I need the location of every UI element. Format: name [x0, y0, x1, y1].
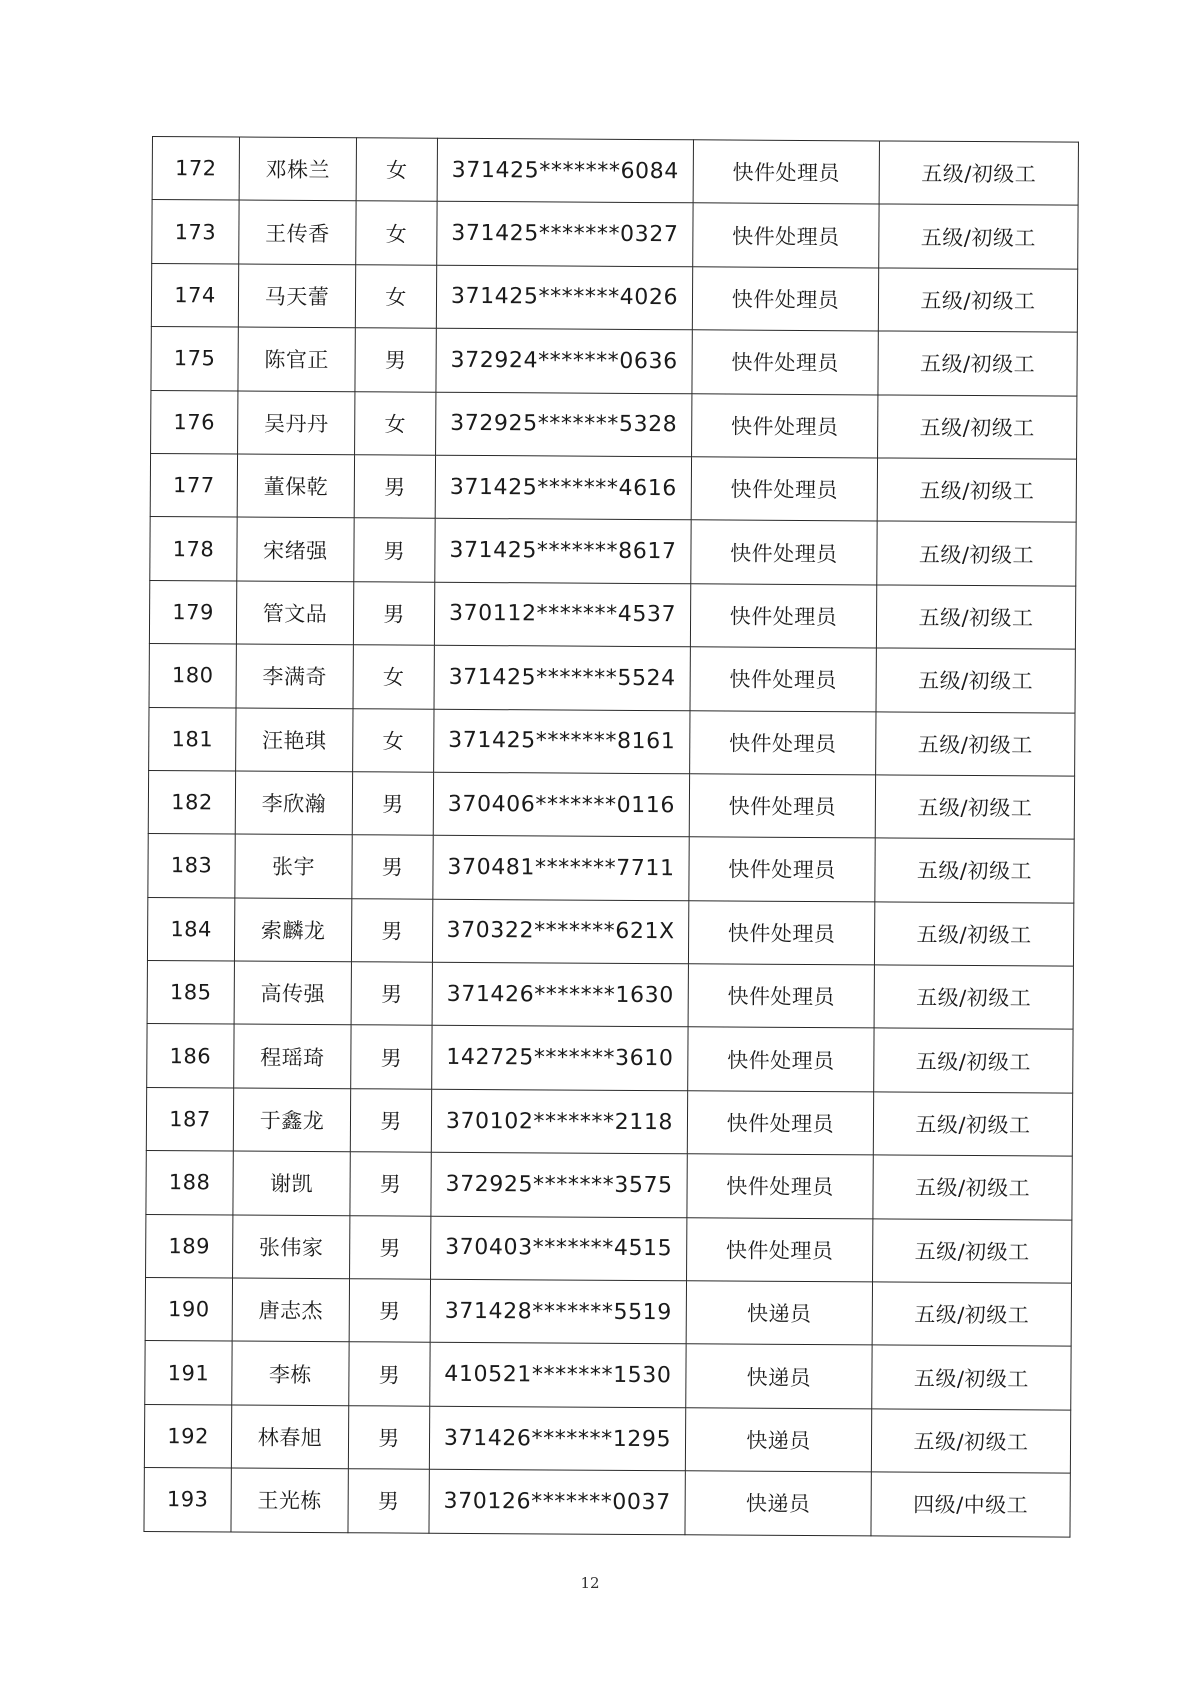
occupation-cell: 快件处理员	[690, 710, 876, 775]
row-number-cell: 173	[152, 200, 239, 264]
row-number-cell: 176	[151, 390, 238, 454]
skill-level-cell: 五级/初级工	[873, 1219, 1072, 1284]
id-number-cell: 142725*******3610	[432, 1026, 688, 1091]
occupation-cell: 快件处理员	[690, 647, 876, 712]
roster-table-body	[144, 137, 1079, 1537]
name-cell: 程瑶琦	[234, 1024, 351, 1088]
name-cell: 董保乾	[237, 454, 354, 518]
id-number-cell: 370322*******621X	[432, 899, 688, 964]
table-row	[147, 897, 1073, 966]
occupation-cell: 快件处理员	[692, 330, 878, 395]
table-row	[144, 1404, 1070, 1473]
name-cell: 林春旭	[231, 1405, 348, 1469]
gender-cell: 男	[349, 1279, 430, 1343]
table-row	[151, 263, 1077, 332]
skill-level-cell: 五级/初级工	[874, 902, 1073, 967]
id-number-cell: 372925*******5328	[436, 392, 692, 457]
skill-level-cell: 五级/初级工	[879, 204, 1078, 269]
gender-cell: 男	[348, 1406, 429, 1470]
id-number-cell: 370406*******0116	[433, 772, 689, 837]
row-number-cell: 180	[149, 644, 236, 708]
table-row	[146, 1151, 1072, 1220]
occupation-cell: 快件处理员	[690, 584, 876, 649]
occupation-cell: 快件处理员	[687, 1154, 873, 1219]
gender-cell: 男	[349, 1342, 430, 1406]
row-number-cell: 188	[146, 1151, 233, 1215]
gender-cell: 女	[353, 708, 434, 772]
id-number-cell: 371425*******5524	[434, 645, 690, 710]
gender-cell: 男	[348, 1469, 429, 1533]
name-cell: 吴丹丹	[238, 391, 355, 455]
name-cell: 李满奇	[236, 644, 353, 708]
name-cell: 管文品	[236, 581, 353, 645]
table-row	[148, 834, 1074, 903]
row-number-cell: 187	[146, 1087, 233, 1151]
table-row	[147, 961, 1073, 1030]
gender-cell: 女	[355, 265, 436, 329]
gender-cell: 男	[352, 772, 433, 836]
row-number-cell: 192	[144, 1404, 231, 1468]
table-row	[151, 327, 1077, 396]
skill-level-cell: 五级/初级工	[879, 141, 1078, 206]
id-number-cell: 371425*******4616	[435, 455, 691, 520]
name-cell: 李栋	[232, 1341, 349, 1405]
skill-level-cell: 五级/初级工	[877, 458, 1076, 523]
name-cell: 王光栋	[231, 1468, 348, 1532]
occupation-cell: 快件处理员	[687, 1217, 873, 1282]
gender-cell: 女	[356, 201, 437, 265]
table-row	[151, 390, 1077, 459]
occupation-cell: 快件处理员	[692, 267, 878, 332]
name-cell: 谢凯	[233, 1151, 350, 1215]
gender-cell: 男	[353, 581, 434, 645]
table-row	[149, 707, 1075, 776]
page-number: 12	[580, 1574, 600, 1592]
gender-cell: 女	[356, 138, 437, 202]
row-number-cell: 186	[147, 1024, 234, 1088]
name-cell: 王传香	[239, 200, 356, 264]
row-number-cell: 174	[151, 263, 238, 327]
row-number-cell: 175	[151, 327, 238, 391]
occupation-cell: 快件处理员	[687, 1091, 873, 1156]
table-row	[149, 580, 1075, 649]
table-row	[144, 1468, 1070, 1537]
occupation-cell: 快递员	[685, 1471, 871, 1536]
skill-level-cell: 五级/初级工	[873, 1155, 1072, 1220]
occupation-cell: 快件处理员	[691, 520, 877, 585]
table-row	[152, 137, 1078, 206]
gender-cell: 女	[355, 391, 436, 455]
skill-level-cell: 五级/初级工	[878, 268, 1077, 333]
name-cell: 高传强	[234, 961, 351, 1025]
row-number-cell: 185	[147, 961, 234, 1025]
id-number-cell: 371425*******0327	[437, 202, 693, 267]
skill-level-cell: 五级/初级工	[878, 331, 1077, 396]
row-number-cell: 178	[150, 517, 237, 581]
id-number-cell: 370403*******4515	[431, 1216, 687, 1281]
gender-cell: 女	[353, 645, 434, 709]
row-number-cell: 177	[150, 453, 237, 517]
id-number-cell: 370481*******7711	[433, 836, 689, 901]
skill-level-cell: 五级/初级工	[878, 395, 1077, 460]
table-row	[150, 517, 1076, 586]
name-cell: 唐志杰	[232, 1278, 349, 1342]
gender-cell: 男	[350, 1215, 431, 1279]
skill-level-cell: 五级/初级工	[872, 1282, 1071, 1347]
occupation-cell: 快件处理员	[689, 774, 875, 839]
id-number-cell: 371425*******6084	[437, 138, 693, 203]
id-number-cell: 371425*******4026	[436, 265, 692, 330]
occupation-cell: 快件处理员	[692, 393, 878, 458]
skill-level-cell: 五级/初级工	[873, 1092, 1072, 1157]
table-row	[152, 200, 1078, 269]
table-row	[145, 1278, 1071, 1347]
id-number-cell: 372924*******0636	[436, 328, 692, 393]
skill-level-cell: 五级/初级工	[874, 965, 1073, 1030]
occupation-cell: 快件处理员	[688, 1027, 874, 1092]
gender-cell: 男	[354, 455, 435, 519]
skill-level-cell: 五级/初级工	[875, 775, 1074, 840]
occupation-cell: 快件处理员	[691, 457, 877, 522]
occupation-cell: 快递员	[686, 1281, 872, 1346]
skill-level-cell: 四级/中级工	[871, 1472, 1070, 1537]
row-number-cell: 190	[145, 1278, 232, 1342]
id-number-cell: 370102*******2118	[431, 1089, 687, 1154]
table-row	[145, 1341, 1071, 1410]
name-cell: 于鑫龙	[233, 1088, 350, 1152]
occupation-cell: 快件处理员	[689, 837, 875, 902]
table-row	[147, 1024, 1073, 1093]
row-number-cell: 184	[147, 897, 234, 961]
skill-level-cell: 五级/初级工	[875, 838, 1074, 903]
id-number-cell: 370126*******0037	[429, 1469, 685, 1534]
gender-cell: 男	[351, 898, 432, 962]
row-number-cell: 172	[152, 137, 239, 201]
skill-level-cell: 五级/初级工	[871, 1409, 1070, 1474]
row-number-cell: 193	[144, 1468, 231, 1532]
row-number-cell: 183	[148, 834, 235, 898]
occupation-cell: 快递员	[685, 1408, 871, 1473]
name-cell: 李欣瀚	[235, 771, 352, 835]
name-cell: 陈官正	[238, 327, 355, 391]
id-number-cell: 371428*******5519	[430, 1279, 686, 1344]
occupation-cell: 快件处理员	[688, 964, 874, 1029]
skill-level-cell: 五级/初级工	[876, 648, 1075, 713]
id-number-cell: 371426*******1630	[432, 962, 688, 1027]
table-row	[146, 1214, 1072, 1283]
skill-level-cell: 五级/初级工	[877, 521, 1076, 586]
roster-table	[143, 136, 1079, 1537]
skill-level-cell: 五级/初级工	[876, 711, 1075, 776]
skill-level-cell: 五级/初级工	[876, 585, 1075, 650]
id-number-cell: 372925*******3575	[431, 1152, 687, 1217]
row-number-cell: 189	[146, 1214, 233, 1278]
row-number-cell: 182	[148, 770, 235, 834]
name-cell: 张伟家	[233, 1215, 350, 1279]
table-row	[148, 770, 1074, 839]
gender-cell: 男	[351, 1025, 432, 1089]
gender-cell: 男	[351, 962, 432, 1026]
gender-cell: 男	[354, 518, 435, 582]
name-cell: 邓株兰	[239, 137, 356, 201]
skill-level-cell: 五级/初级工	[872, 1345, 1071, 1410]
id-number-cell: 410521*******1530	[430, 1343, 686, 1408]
gender-cell: 男	[355, 328, 436, 392]
name-cell: 索麟龙	[234, 898, 351, 962]
gender-cell: 男	[350, 1152, 431, 1216]
id-number-cell: 371425*******8161	[434, 709, 690, 774]
name-cell: 宋绪强	[237, 517, 354, 581]
id-number-cell: 371426*******1295	[429, 1406, 685, 1471]
table-row	[150, 453, 1076, 522]
table-row	[149, 644, 1075, 713]
name-cell: 张宇	[235, 834, 352, 898]
row-number-cell: 191	[145, 1341, 232, 1405]
gender-cell: 男	[352, 835, 433, 899]
name-cell: 汪艳琪	[236, 708, 353, 772]
id-number-cell: 371425*******8617	[435, 519, 691, 584]
occupation-cell: 快件处理员	[693, 140, 879, 205]
name-cell: 马天蕾	[238, 264, 355, 328]
occupation-cell: 快递员	[686, 1344, 872, 1409]
skill-level-cell: 五级/初级工	[874, 1028, 1073, 1093]
gender-cell: 男	[350, 1089, 431, 1153]
occupation-cell: 快件处理员	[693, 203, 879, 268]
row-number-cell: 179	[149, 580, 236, 644]
id-number-cell: 370112*******4537	[434, 582, 690, 647]
occupation-cell: 快件处理员	[688, 900, 874, 965]
row-number-cell: 181	[149, 707, 236, 771]
table-row	[146, 1087, 1072, 1156]
